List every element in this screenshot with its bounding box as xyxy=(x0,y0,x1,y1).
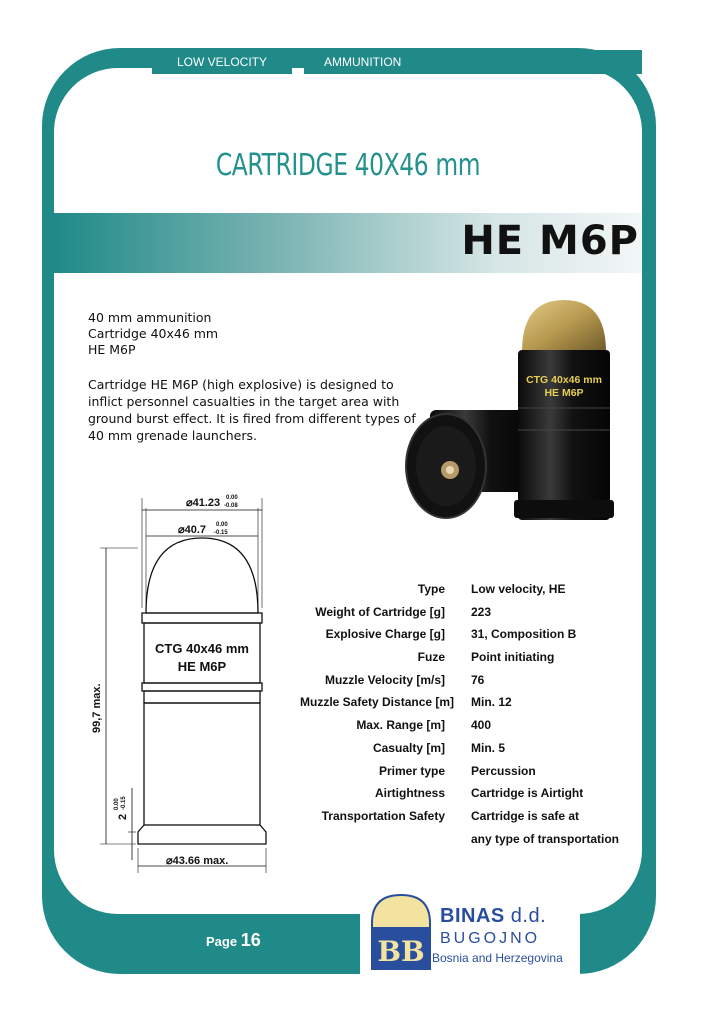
dim-tol-down: -0.15 xyxy=(214,530,228,536)
spec-value: Percussion xyxy=(471,763,536,778)
spec-label: Weight of Cartridge [g] xyxy=(315,604,445,619)
dim-rim: 2 xyxy=(117,813,129,820)
spec-value: 76 xyxy=(471,672,485,687)
spec-row xyxy=(300,601,631,624)
dim-rim-diameter: ⌀43.66 max. xyxy=(166,855,229,867)
projectile-head xyxy=(522,300,606,352)
spec-value: 223 xyxy=(471,604,492,619)
spec-row xyxy=(300,578,631,601)
dim-tol-down: -0.08 xyxy=(224,503,238,509)
page-num: 16 xyxy=(240,930,261,950)
spec-label: Casualty [m] xyxy=(372,740,445,755)
brand-name-text: BINAS xyxy=(440,905,505,927)
spec-label: Airtightness xyxy=(374,786,445,801)
drawing-band xyxy=(142,613,262,623)
spec-value: 400 xyxy=(471,718,492,733)
technical-drawing xyxy=(78,488,308,878)
spec-value: Point initiating xyxy=(471,650,555,665)
spec-value: Min. 12 xyxy=(471,695,512,710)
intro-line: HE M6P xyxy=(88,342,136,357)
intro-text xyxy=(88,310,218,358)
spec-row xyxy=(300,691,631,714)
dim-outer-diameter: ⌀41.23 xyxy=(186,497,221,509)
spec-row xyxy=(300,782,631,805)
spec-value: Low velocity, HE xyxy=(471,582,566,596)
dim-head-diameter: ⌀40.7 xyxy=(178,524,207,536)
photo-label-line1: CTG 40x46 mm xyxy=(526,374,602,386)
page-title: CARTRIDGE 40X46 mm xyxy=(215,148,481,183)
drawing-label-line1: CTG 40x46 mm xyxy=(155,641,249,656)
description: Cartridge HE M6P (high explosive) is designed to inflict personnel casualties in the target area with ground burst effect. It is fired from different types of 40 mm grenade launchers. xyxy=(88,377,416,443)
tab-low-velocity: LOW VELOCITY xyxy=(152,50,292,74)
spec-value: Cartridge is Airtight xyxy=(471,786,584,801)
dim-tol-up: 0.00 xyxy=(226,495,238,501)
model-name: HE M6P xyxy=(461,218,639,264)
spec-label: Type xyxy=(417,582,445,596)
drawing-label-line2: HE M6P xyxy=(177,659,227,674)
spec-row xyxy=(300,623,631,646)
spec-row xyxy=(300,805,631,828)
spec-row xyxy=(300,714,631,737)
spec-value: Min. 5 xyxy=(471,740,506,755)
brand-name xyxy=(440,905,546,928)
spec-label: Fuze xyxy=(417,650,445,665)
brand-suffix: d.d. xyxy=(510,905,547,927)
dim-height: 99,7 max. xyxy=(91,683,103,733)
binas-logo-icon xyxy=(370,893,432,971)
primer-center xyxy=(446,466,454,474)
photo-label-line2: HE M6P xyxy=(544,387,584,399)
dim-tol-up: 0.00 xyxy=(114,798,120,810)
page-number xyxy=(206,930,261,951)
spec-label: Muzzle Velocity [m/s] xyxy=(324,672,445,687)
spec-label: Max. Range [m] xyxy=(356,718,445,733)
logo-monogram: BB xyxy=(377,935,425,968)
spec-label xyxy=(300,828,471,851)
spec-value: 31, Composition B xyxy=(471,627,577,642)
spec-row xyxy=(300,760,631,783)
page-label: Page xyxy=(206,934,238,949)
intro-line: 40 mm ammunition xyxy=(88,310,212,325)
brand-city: BUGOJNO xyxy=(440,930,541,947)
dim-tol-up: 0.00 xyxy=(216,522,228,528)
spec-value: Cartridge is safe at xyxy=(471,808,580,823)
spec-label: Primer type xyxy=(378,763,445,778)
tab-ammunition: AMMUNITION xyxy=(304,50,642,74)
brand-country: Bosnia and Herzegovina xyxy=(432,951,563,965)
spec-value: any type of transportation xyxy=(471,831,620,846)
cartridge-rim xyxy=(514,500,614,518)
dim-tol-down: -0.15 xyxy=(121,796,127,810)
spec-row xyxy=(300,669,631,692)
spec-label: Transportation Safety xyxy=(321,808,445,823)
specs-table xyxy=(300,578,631,850)
intro-line: Cartridge 40x46 mm xyxy=(88,326,219,341)
spec-row xyxy=(300,646,631,669)
drawing-projectile xyxy=(146,538,258,613)
spec-row xyxy=(300,737,631,760)
spec-label: Muzzle Safety Distance [m] xyxy=(300,695,455,710)
spec-label: Explosive Charge [g] xyxy=(325,627,445,642)
spec-row xyxy=(300,828,631,851)
cartridge-photo xyxy=(400,290,630,530)
